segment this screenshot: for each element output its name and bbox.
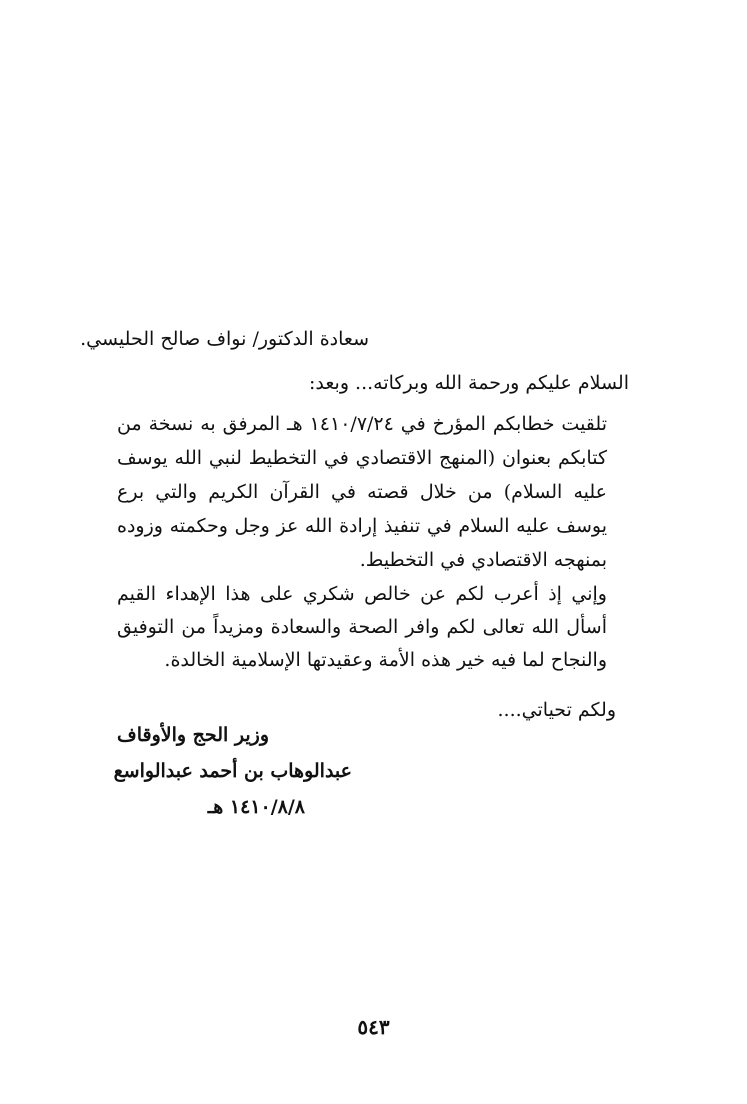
signature-date: ١٤١٠/٨/٨ هـ [207,796,305,818]
salutation-line: سعادة الدكتور/ نواف صالح الحليسي. [80,328,369,350]
signature-title: وزير الحج والأوقاف [117,724,269,746]
page-number: ٥٤٣ [357,1015,390,1039]
closing-line: ولكم تحياتي.... [497,699,616,721]
paragraph-1-text: تلقيت خطابكم المؤرخ في ١٤١٠/٧/٢٤ هـ المرفق به نسخة من كتابكم بعنوان (المنهج الاقتصادي في التخطيط لنبي الله يوسف عليه السلام) من خلال قصته في القرآن الكريم والتي برع يوسف عليه السلام في تنفيذ إرادة الله عز وجل وحكمته وزوده بمنهجه الاقتصادي في التخطيط. [117,413,607,571]
body-paragraph-2 [117,578,629,677]
signature-name: عبدالوهاب بن أحمد عبدالواسع [113,760,352,782]
paragraph-2-text: وإني إذ أعرب لكم عن خالص شكري على هذا الإهداء القيم أسأل الله تعالى لكم وافر الصحة والسعادة ومزيداً من التوفيق والنجاح لما فيه خير هذه الأمة وعقيدتها الإسلامية الخالدة. [117,583,607,671]
body-paragraph-1 [117,407,629,577]
greeting-line: السلام عليكم ورحمة الله وبركاته... وبعد: [308,372,629,394]
